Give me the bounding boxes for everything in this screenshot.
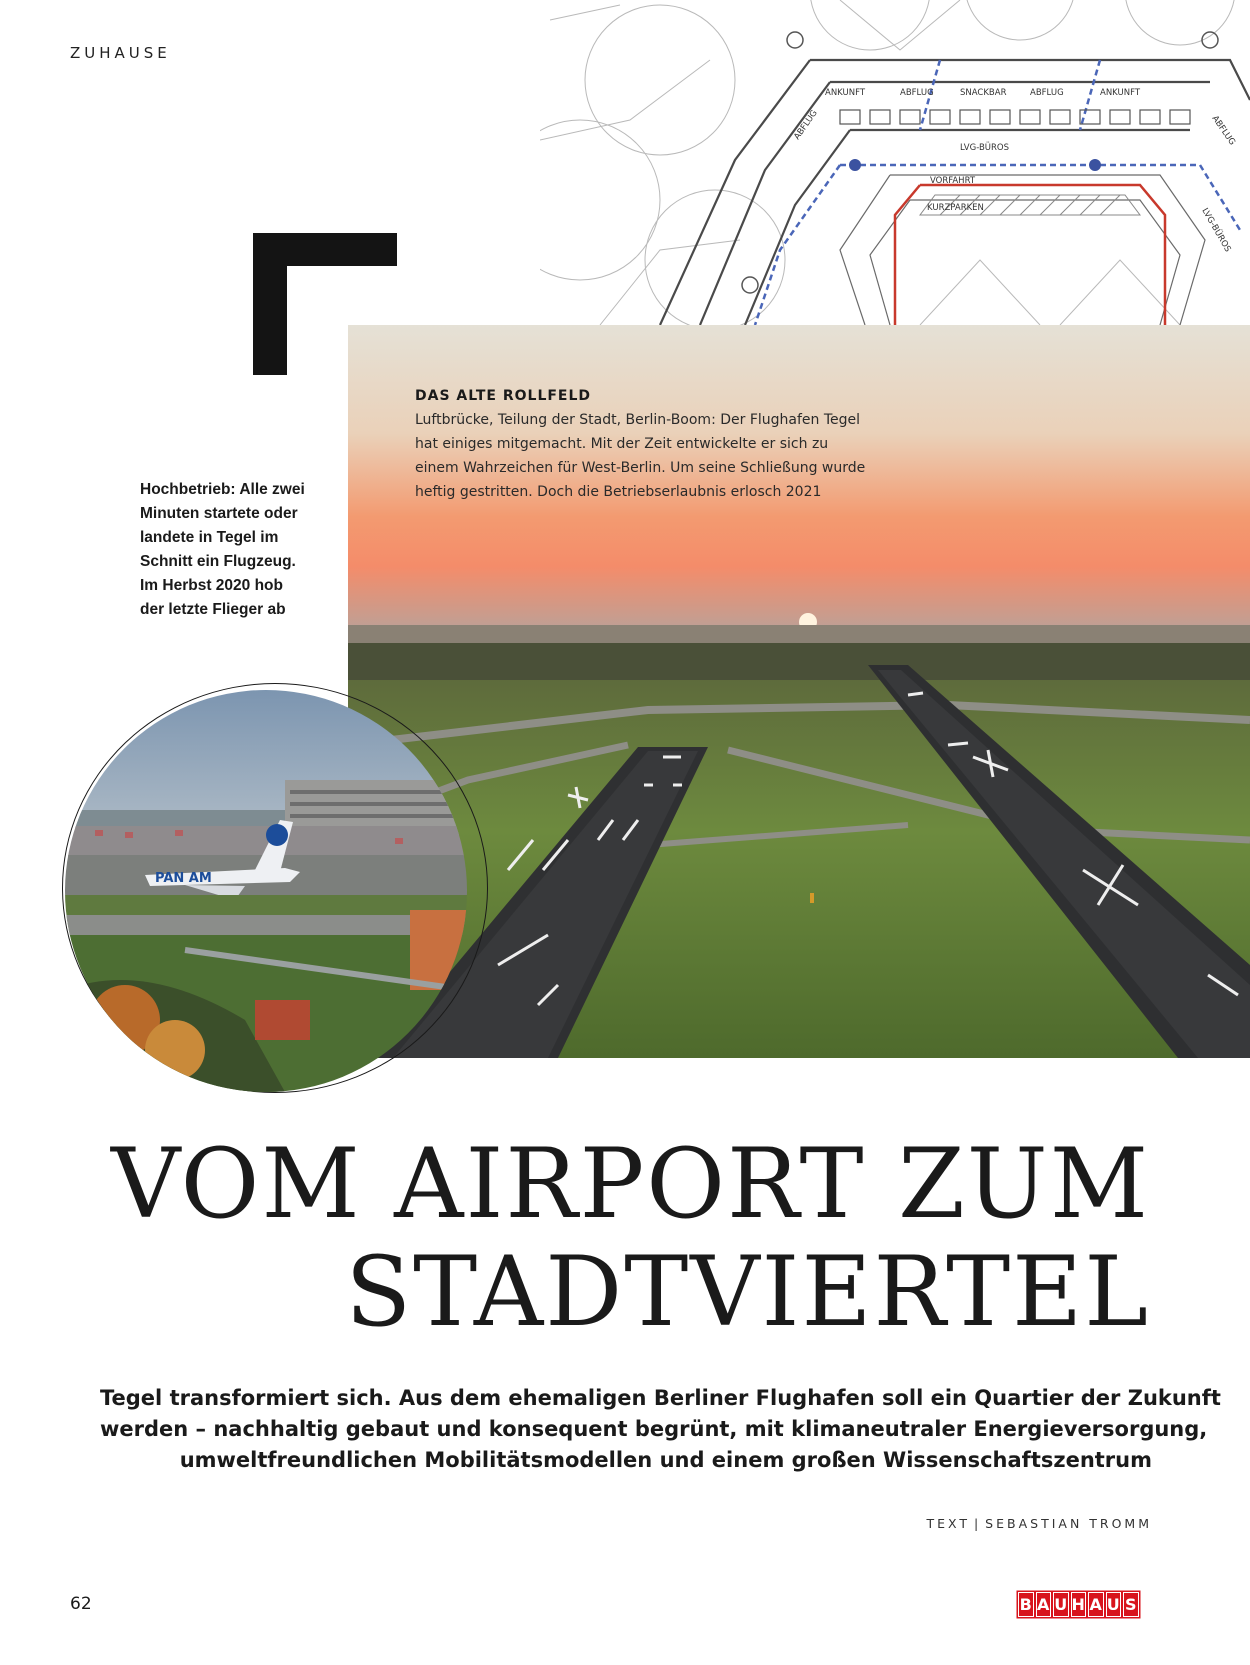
lead-line: umweltfreundlichen Mobilitätsmodellen und einem großen Wissenschaftszentrum bbox=[179, 1448, 1152, 1472]
logo-letter: U bbox=[1053, 1592, 1069, 1617]
pan-am-inset-photo bbox=[65, 690, 467, 1092]
bauhaus-logo bbox=[1018, 1592, 1139, 1617]
blueprint-label-abflug: ABFLUG bbox=[1030, 88, 1064, 98]
logo-letter: S bbox=[1123, 1592, 1139, 1617]
photo-caption-body bbox=[415, 408, 875, 504]
side-caption-line: landete in Tegel im bbox=[140, 529, 279, 546]
terminal-blueprint bbox=[540, 0, 1250, 325]
lead-line: werden – nachhaltig gebaut und konsequent begrünt, mit klimaneutraler Energieversorgung, bbox=[100, 1417, 1208, 1441]
aircraft-livery: PAN AM bbox=[155, 871, 212, 886]
side-caption-line: Minuten startete oder bbox=[140, 505, 298, 522]
photo-caption-line: einem Wahrzeichen für West-Berlin. Um seine Schließung wurde bbox=[415, 460, 866, 476]
logo-letter: U bbox=[1106, 1592, 1122, 1617]
byline-label: TEXT bbox=[926, 1516, 970, 1531]
headline bbox=[60, 1130, 1150, 1346]
lead-line: Tegel transformiert sich. Aus dem ehemaligen Berliner Flughafen soll ein Quartier der Zukunft bbox=[100, 1386, 1221, 1410]
blueprint-label-ankunft: ANKUNFT bbox=[1100, 88, 1141, 98]
blueprint-label-lvg-bueros: LVG-BÜROS bbox=[960, 143, 1010, 153]
byline bbox=[800, 1516, 1152, 1531]
blueprint-label-ankunft: ANKUNFT bbox=[825, 88, 866, 98]
logo-letter: A bbox=[1088, 1592, 1104, 1617]
blueprint-label-vorfahrt: VORFAHRT bbox=[930, 176, 976, 186]
byline-author: SEBASTIAN TROMM bbox=[985, 1516, 1152, 1531]
lead-paragraph bbox=[100, 1383, 1221, 1476]
photo-caption-line: hat einiges mitgemacht. Mit der Zeit entwickelte er sich zu bbox=[415, 436, 829, 452]
page-number: 62 bbox=[70, 1594, 92, 1614]
blueprint-label-abflug: ABFLUG bbox=[792, 108, 820, 142]
blueprint-label-snackbar: SNACKBAR bbox=[960, 88, 1007, 98]
side-caption-line: der letzte Flieger ab bbox=[140, 601, 286, 618]
blueprint-label-kurzparken: KURZPARKEN bbox=[927, 203, 984, 213]
side-caption-line: Hochbetrieb: Alle zwei bbox=[140, 481, 305, 498]
blueprint-label-abflug: ABFLUG bbox=[1209, 113, 1238, 148]
blueprint-label-lvg-bueros-side: LVG-BÜROS bbox=[1199, 206, 1233, 254]
logo-letter: H bbox=[1071, 1592, 1087, 1617]
byline-separator: | bbox=[973, 1516, 982, 1531]
side-caption-line: Im Herbst 2020 hob bbox=[140, 577, 283, 594]
headline-line: VOM AIRPORT ZUM bbox=[110, 1128, 1150, 1240]
logo-letter: B bbox=[1018, 1592, 1034, 1617]
photo-caption-line: Luftbrücke, Teilung der Stadt, Berlin-Boom: Der Flughafen Tegel bbox=[415, 412, 861, 428]
side-caption-line: Schnitt ein Flugzeug. bbox=[140, 553, 296, 570]
headline-line: STADTVIERTEL bbox=[345, 1236, 1150, 1348]
section-label: ZUHAUSE bbox=[70, 44, 171, 62]
corner-bracket-horizontal bbox=[253, 233, 397, 266]
side-caption bbox=[140, 478, 330, 622]
logo-letter: A bbox=[1036, 1592, 1052, 1617]
photo-caption-title: DAS ALTE ROLLFELD bbox=[415, 388, 592, 404]
photo-caption-line: heftig gestritten. Doch die Betriebserlaubnis erlosch 2021 bbox=[415, 484, 822, 500]
blueprint-label-abflug: ABFLUG bbox=[900, 88, 934, 98]
photo-caption bbox=[415, 388, 875, 504]
